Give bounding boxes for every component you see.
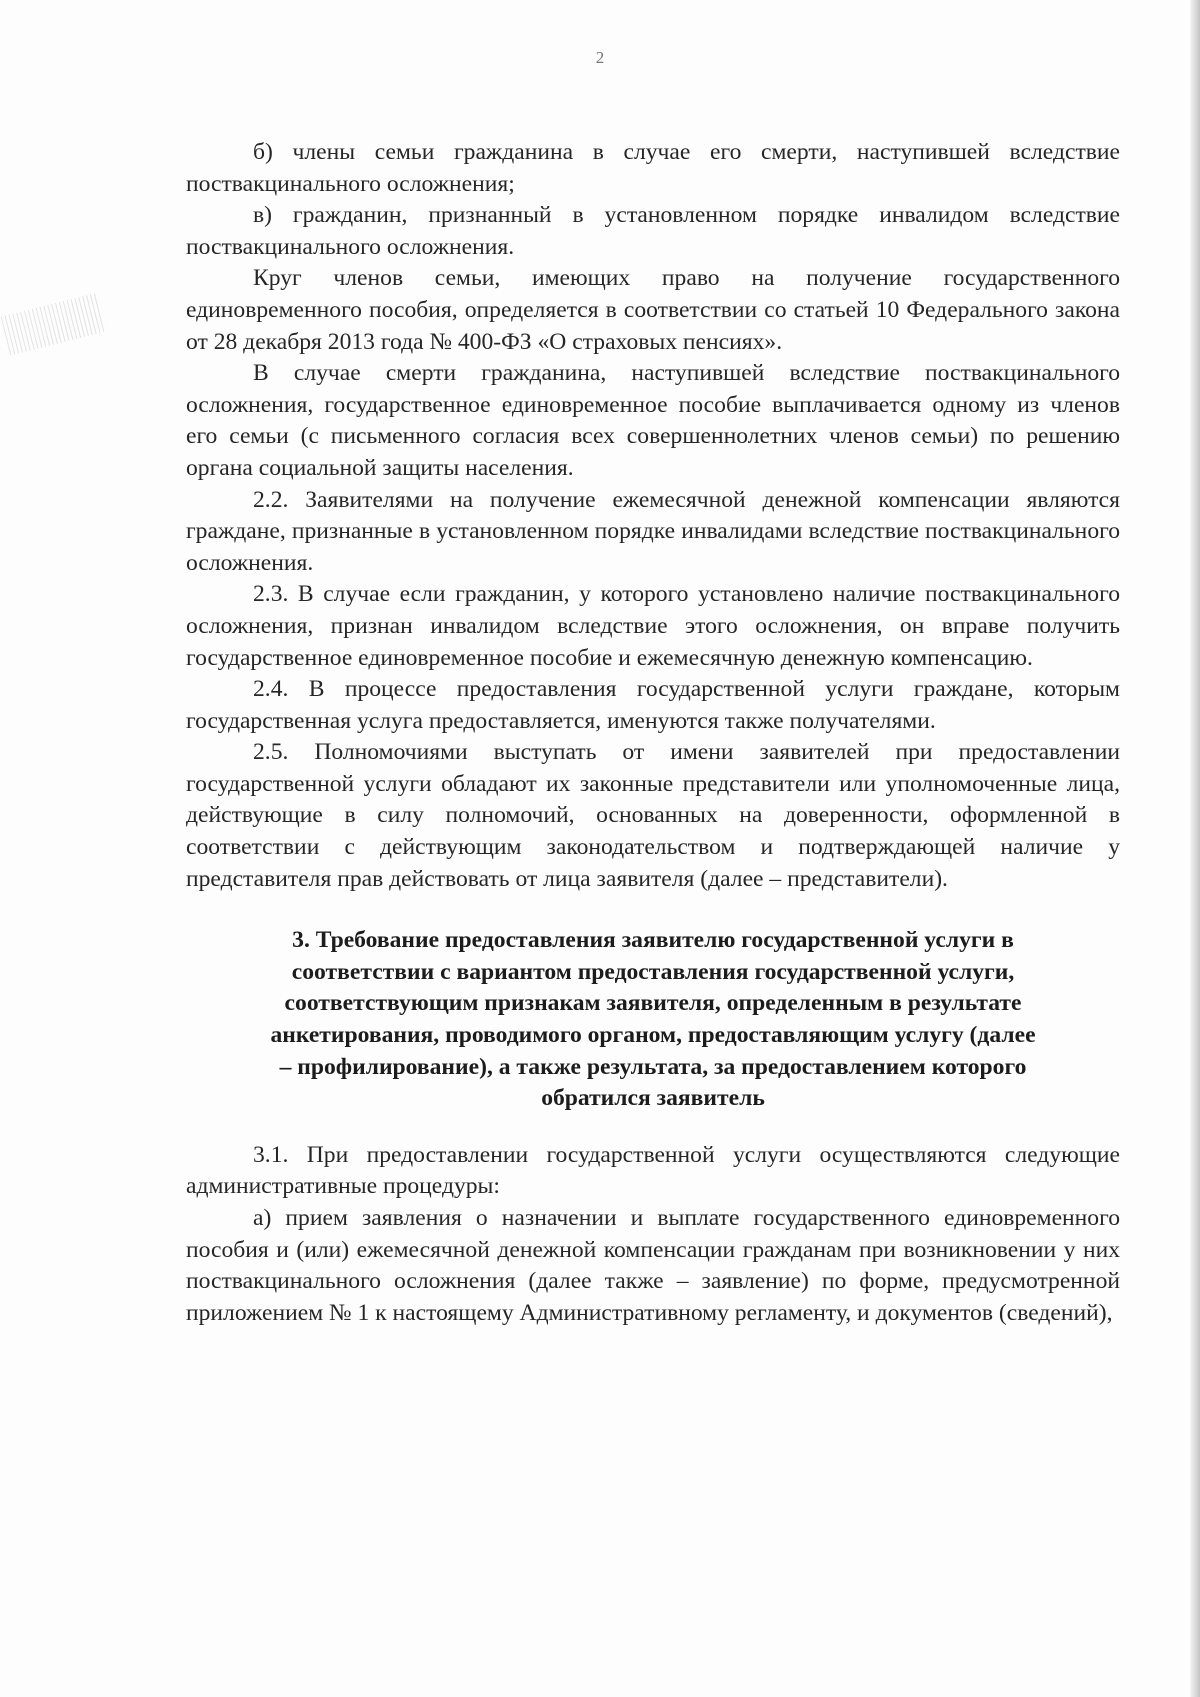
paragraph-2-3: 2.3. В случае если гражданин, у которого установлено наличие поствакцинального осложнения, признан инвалидом вследствие этого осложнения, он вправе получить государственное единовременное пособие и ежемесячную денежную компенсацию. xyxy=(186,581,1120,671)
paragraph-death-case: В случае смерти гражданина, наступившей вследствие поствакцинального осложнения, государственное единовременное пособие выплачивается одному из членов его семьи (с письменного согласия всех совершеннолетних членов семьи) по решению органа социальной защиты населения. xyxy=(186,360,1120,481)
scan-artifact xyxy=(1,292,108,355)
paragraph-2-5: 2.5. Полномочиями выступать от имени заявителей при предоставлении государственной услуги обладают их законные представители или уполномоченные лица, действующие в силу полномочий, основанных на доверенности, оформленной в соответствии с действующим законодательством и подтверждающей наличие у представителя прав действовать от лица заявителя (далее – представители). xyxy=(186,739,1120,892)
paragraph-3-1-a: а) прием заявления о назначении и выплате государственного единовременного пособия и (или) ежемесячной денежной компенсации гражданам при возникновении у них поствакцинального осложнения (далее также – заявление) по форме, предусмотренной приложением № 1 к настоящему Административному регламенту, и документов (сведений), xyxy=(186,1205,1120,1326)
paragraph-v: в) гражданин, признанный в установленном порядке инвалидом вследствие поствакцинального осложнения. xyxy=(186,202,1120,260)
paragraph-2-4: 2.4. В процессе предоставления государственной услуги граждане, которым государственная услуга предоставляется, именуются также получателями. xyxy=(186,676,1120,734)
section-3-heading: 3. Требование предоставления заявителю государственной услуги в соответствии с вариантом предоставления государственной услуги, соответствующим признакам заявителя, определенным в результате анкетирования, проводимого органом, предоставляющим услугу (далее – профилирование), а также результата, за предоставлением которого обратился заявитель xyxy=(270,927,1036,1112)
page-number: 2 xyxy=(595,48,605,67)
scan-edge-shadow xyxy=(1190,0,1200,1697)
document-body xyxy=(186,137,1120,1329)
paragraph-family-circle: Круг членов семьи, имеющих право на получение государственного единовременного пособия, определяется в соответствии со статьей 10 Федерального закона от 28 декабря 2013 года № 400-ФЗ «О страховых пенсиях». xyxy=(186,265,1120,355)
paragraph-3-1: 3.1. При предоставлении государственной услуги осуществляются следующие административные процедуры: xyxy=(186,1141,1120,1200)
paragraph-b: б) члены семьи гражданина в случае его смерти, наступившей вследствие поствакцинального осложнения; xyxy=(186,139,1120,197)
paragraph-2-2: 2.2. Заявителями на получение ежемесячной денежной компенсации являются граждане, признанные в установленном порядке инвалидами вследствие поствакцинального осложнения. xyxy=(186,486,1120,576)
